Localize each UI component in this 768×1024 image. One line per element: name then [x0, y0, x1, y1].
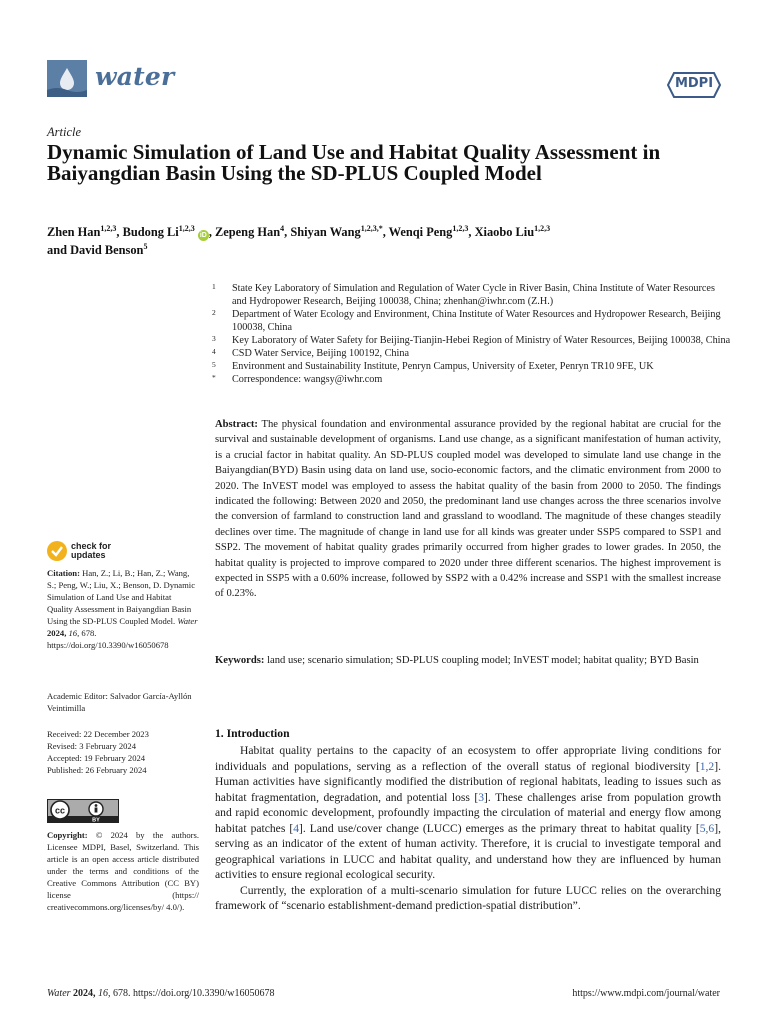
citation-link[interactable]: 4 — [293, 821, 300, 835]
paragraph: Currently, the exploration of a multi-scenario simulation for future LUCC relies on the overarching framework of “scenario establishment-demand prediction-spatial distribution”. — [215, 883, 721, 912]
author-affil-sup: 4 — [280, 223, 285, 233]
author-name[interactable]: Zhen Han — [47, 225, 101, 239]
abstract-text: The physical foundation and environmental assurance provided by the regional habitat are crucial for the survival and sustainable development of organisms. Land use change, as a significant manifestation of human activity, is a crucial factor in habitat quality. An SD-PLUS coupled model was developed to simulate land use change in the Baiyangdian(BYD) Basin using data on land use, socio-economic factors, and the climatic environment from 2000 to 2020. The InVEST model was employed to assess the habitat quality of the basin from 2000 to 2050. The findings indicated the following: Between 2020 and 2050, the predominant land use changes across the three scenarios involve the conversion of farmland to construction land and grassland to woodland. The magnitude of these changes steadily declines over time. The magnitude of change in land use for all kinds was greater under SSP5 compared to SSP1 and SSP2. The movement of habitat quality grades primarily occurred from higher grades to lower grades. In 2050, the habitat quality is projected to improve compared to 2020 under three different scenarios. The highest improvement is expected in SSP5 with a 0.60% increase, followed by SSP2 with a 0.42% increase and SSP1 with the smallest increase of 0.23%. — [215, 419, 721, 600]
affiliation-text: CSD Water Service, Beijing 100192, China — [232, 348, 409, 359]
citation-link[interactable]: 3 — [478, 790, 485, 804]
citation-year: 2024, — [47, 628, 67, 638]
affiliation-text: Department of Water Ecology and Environment, China Institute of Water Resources and Hydropower Research, Beijing 100038, China — [232, 309, 721, 333]
affiliation-item — [212, 282, 732, 308]
footer-doi[interactable]: 678. https://doi.org/10.3390/w16050678 — [113, 988, 275, 999]
citation-link[interactable]: 5,6 — [699, 821, 715, 835]
orcid-icon[interactable]: iD — [199, 232, 207, 239]
affiliation-item — [212, 347, 732, 360]
affiliation-number: 3 — [212, 334, 216, 343]
author-name[interactable]: Zepeng Han — [215, 225, 281, 239]
editor-label: Academic Editor: — [47, 691, 108, 701]
paragraph — [215, 743, 721, 883]
accepted-date: Accepted: 19 February 2024 — [47, 753, 146, 763]
citation-journal: Water — [177, 616, 198, 626]
author-affil-sup: 1,2,3 — [100, 223, 117, 233]
affiliation-text: State Key Laboratory of Simulation and Regulation of Water Cycle in River Basin, China Institute of Water Resources and Hydropower Research, Beijing 100038, China; zhenhan@iwhr.com (Z.H.) — [232, 283, 715, 307]
affiliation-number: 4 — [212, 347, 216, 356]
footer-year: 2024, — [73, 988, 96, 999]
paragraph-text: ]. These challenges arise from population growth and rapid economic development, profoundly impacting the circulation of material and energy flow among habitat patches [ — [215, 790, 721, 835]
cc-by-license-badge[interactable] — [47, 799, 119, 823]
check-label-line2: updates — [71, 550, 106, 560]
author-affil-sup: 1,2,3 — [534, 223, 551, 233]
keywords — [215, 653, 721, 668]
publisher-logo[interactable] — [666, 70, 722, 100]
author-name[interactable]: David Benson — [70, 242, 144, 257]
paragraph-text: Habitat quality pertains to the capacity of an ecosystem to offer appropriate living conditions for individuals and populations, serving as a reflection of the overall status of regional biodiversity [ — [215, 744, 721, 773]
journal-logo — [47, 60, 87, 97]
publisher-name: MDPI — [674, 76, 714, 91]
affiliation-number: 2 — [212, 308, 216, 317]
check-for-updates-label — [71, 542, 111, 560]
copyright-label: Copyright: — [47, 830, 88, 840]
citation-label: Citation: — [47, 568, 80, 578]
editor-name: Salvador García-Ayllón Veintimilla — [47, 691, 192, 713]
citation-block — [47, 567, 199, 651]
author-affil-sup: 1,2,3,* — [360, 223, 383, 233]
footer-journal: Water — [47, 988, 71, 999]
publication-dates — [47, 728, 199, 776]
academic-editor — [47, 690, 199, 714]
affiliation-number: 1 — [212, 282, 216, 291]
affiliation-item — [212, 308, 732, 334]
cc-label: cc — [54, 805, 66, 816]
affiliation-item — [212, 360, 732, 373]
affiliation-number: 5 — [212, 360, 216, 369]
author-name[interactable]: Shiyan Wang — [290, 225, 361, 239]
by-label: BY — [92, 817, 100, 822]
paragraph-text: ]. Human activities have significantly modified the distribution of regional habitats, leading to issues such as habitat fragmentation, degradation, and potential loss [ — [215, 759, 721, 804]
journal-name[interactable]: water — [95, 62, 175, 91]
affiliation-item — [212, 373, 732, 386]
check-icon — [47, 541, 67, 561]
article-type: Article — [47, 125, 82, 139]
correspondence-text[interactable]: Correspondence: wangsy@iwhr.com — [232, 374, 383, 385]
author-affil-sup: 5 — [143, 241, 148, 251]
article-title: Dynamic Simulation of Land Use and Habitat Quality Assessment in Baiyangdian Basin Using the SD-PLUS Coupled Model — [47, 140, 661, 185]
footer-journal-url[interactable]: https://www.mdpi.com/journal/water — [572, 988, 720, 999]
received-date: Received: 22 December 2023 — [47, 729, 149, 739]
affiliation-number: * — [212, 373, 216, 382]
affiliation-item — [212, 334, 732, 347]
author-name[interactable]: Budong Li — [122, 225, 179, 239]
paragraph-text: ]. Land use/cover change (LUCC) emerges as the primary threat to habitat quality [ — [299, 821, 700, 835]
author-list: Zhen Han$^{1,2,3}$, Budong Li$^{1,2,3}$ iD , Zepeng Han$^4$, Shiyan Wang$^{1,2,3,*}$, Wenqi Peng$^{1,2,3}$, Xiaobo Liu$^{1,2,3}$ and David Benson$^5$ — [47, 223, 551, 257]
author-name[interactable]: Xiaobo Liu — [474, 225, 535, 239]
author-affil-sup: 1,2,3 — [452, 223, 469, 233]
check-label-line1: check for — [71, 541, 112, 551]
footer-volume: 16, — [98, 988, 111, 999]
footer-citation — [47, 988, 275, 999]
abstract-label: Abstract: — [215, 419, 258, 430]
water-drop-icon — [47, 60, 87, 97]
paragraph-text: ], serving as an indicator of the extent of human activity. Therefore, it is crucial to investigate temporal and geographical variations in LUCC and habitat quality, and understand how they are influenced by human activities to ensure regional ecological security. — [215, 821, 721, 881]
section-heading: 1. Introduction — [215, 727, 290, 740]
author-affil-sup: 1,2,3 — [178, 223, 195, 233]
author-and: and — [47, 242, 67, 257]
revised-date: Revised: 3 February 2024 — [47, 741, 137, 751]
abstract — [215, 417, 721, 602]
citation-volume: 16, — [68, 628, 80, 638]
citation-text: Han, Z.; Li, B.; Han, Z.; Wang, S.; Peng, W.; Liu, X.; Benson, D. Dynamic Simulation of Land Use and Habitat Quality Assessment in Baiyangdian Basin Using the SD-PLUS Coupled Model. — [47, 568, 196, 626]
affiliation-text: Environment and Sustainability Institute, Penryn Campus, University of Exeter, Penryn TR10 9FE, UK — [232, 361, 654, 372]
keywords-text: land use; scenario simulation; SD-PLUS coupling model; InVEST model; habitat quality; BYD Basin — [267, 655, 699, 666]
affiliations — [212, 282, 732, 386]
affiliation-text: Key Laboratory of Water Safety for Beijing-Tianjin-Hebei Region of Ministry of Water Resources, Beijing 100038, China — [232, 335, 731, 346]
copyright-text: © 2024 by the authors. Licensee MDPI, Basel, Switzerland. This article is an open access article distributed under the terms and conditions of the Creative Commons Attribution (CC BY) license (https:// creativecommons.org/licenses/by/ 4.0/). — [47, 830, 199, 912]
published-date: Published: 26 February 2024 — [47, 765, 147, 775]
author-name[interactable]: Wenqi Peng — [388, 225, 453, 239]
introduction-body — [215, 743, 721, 914]
check-for-updates-button[interactable] — [47, 541, 127, 565]
keywords-label: Keywords: — [215, 655, 265, 666]
citation-link[interactable]: 1,2 — [699, 759, 715, 773]
copyright-block — [47, 829, 199, 913]
citation-doi[interactable]: 678. https://doi.org/10.3390/w16050678 — [47, 628, 169, 650]
